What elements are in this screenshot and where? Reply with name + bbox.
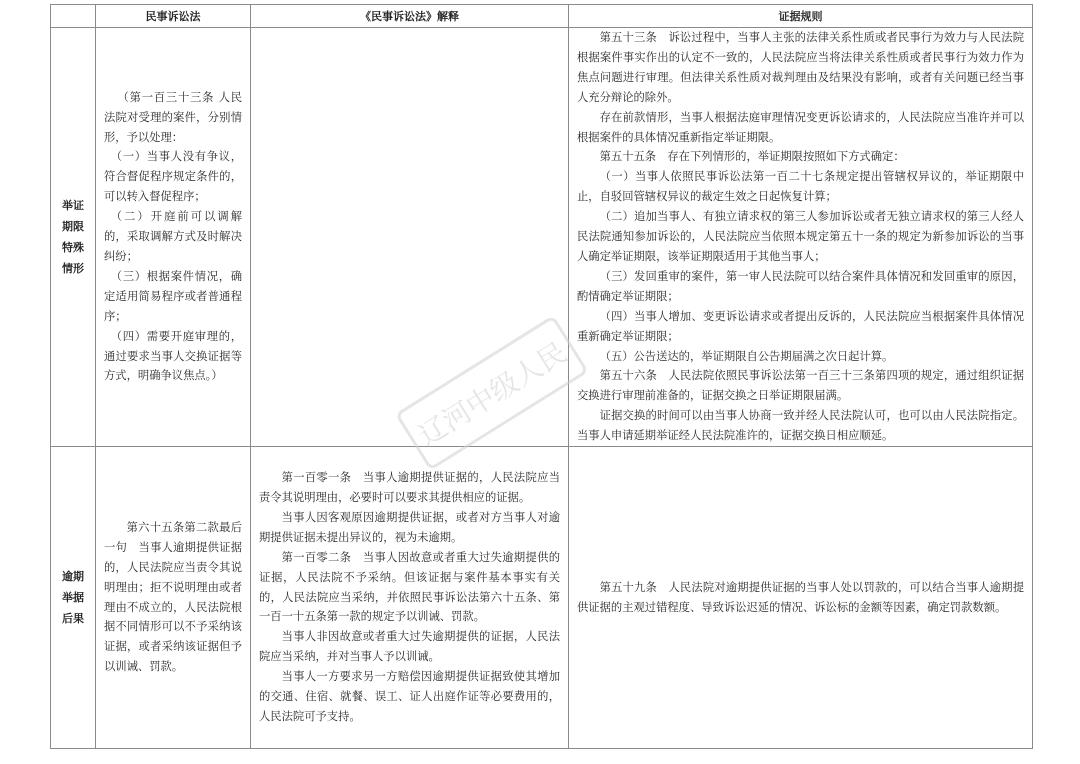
watermark-text: 辽河中级人民 <box>412 335 573 453</box>
header-blank <box>51 5 96 28</box>
row-label-overdue-consequences: 逾期 举据 后果 <box>51 447 96 749</box>
row-label-special-circumstances: 举证 期限 特殊 情形 <box>51 28 96 447</box>
provisions-table <box>50 4 1033 749</box>
rules-cell: 第五十三条 诉讼过程中，当事人主张的法律关系性质或者民事行为效力与人民法院根据案件事实作出的认定不一致的，人民法院应当将法律关系性质或者民事行为效力作为焦点问题进行审理。但法律关系性质对裁判理由及结果没有影响，或者有关问题已经当事人充分辩论的除外。 存在前款情形，当事人根据法庭审理情况变更诉讼请求的，人民法院应当准许并可以根据案件的具体情况重新指定举证期限。 第五十五条 存在下列情形的，举证期限按照如下方式确定： （一）当事人依照民事诉讼法第一百二十七条规定提出管辖权异议的，举证期限中止，自驳回管辖权异议的裁定生效之日起恢复计算； （二）追加当事人、有独立请求权的第三人参加诉讼或者无独立请求权的第三人经人民法院通知参加诉讼的，人民法院应当依照本规定第五十一条的规定为新参加诉讼的当事人确定举证期限，该举证期限适用于其他当事人； （三）发回重审的案件，第一审人民法院可以结合案件具体情况和发回重审的原因，酌情确定举证期限； （四）当事人增加、变更诉讼请求或者提出反诉的，人民法院应当根据案件具体情况重新确定举证期限； （五）公告送达的，举证期限自公告期届满之次日起计算。 第五十六条 人民法院依照民事诉讼法第一百三十三条第四项的规定，通过组织证据交换进行审理前准备的，证据交换之日举证期限届满。 证据交换的时间可以由当事人协商一致并经人民法院认可，也可以由人民法院指定。当事人申请延期举证经人民法院准许的，证据交换日相应顺延。 <box>569 28 1033 447</box>
interpretation-cell-empty <box>251 28 569 447</box>
law-cell: 第六十五条第二款最后一句 当事人逾期提供证据的，人民法院应当责令其说明理由；拒不说明理由或者理由不成立的，人民法院根据不同情形可以不予采纳该证据，或者采纳该证据但予以训诫、罚款。 <box>96 447 251 749</box>
rules-cell: 第五十九条 人民法院对逾期提供证据的当事人处以罚款的，可以结合当事人逾期提供证据的主观过错程度、导致诉讼迟延的情况、诉讼标的金额等因素，确定罚款数额。 <box>569 447 1033 749</box>
law-cell: （第一百三十三条 人民法院对受理的案件，分别情形，予以处理： （一）当事人没有争议，符合督促程序规定条件的，可以转入督促程序； （二）开庭前可以调解的，采取调解方式及时解决纠纷； （三）根据案件情况，确定适用简易程序或者普通程序； （四）需要开庭审理的，通过要求当事人交换证据等方式，明确争议焦点。） <box>96 28 251 447</box>
header-row <box>51 5 1033 28</box>
table-row <box>51 28 1033 447</box>
interpretation-cell: 第一百零一条 当事人逾期提供证据的，人民法院应当责令其说明理由，必要时可以要求其提供相应的证据。 当事人因客观原因逾期提供证据，或者对方当事人对逾期提供证据未提出异议的，视为未逾期。 第一百零二条 当事人因故意或者重大过失逾期提供的证据，人民法院不予采纳。但该证据与案件基本事实有关的，人民法院应当采纳，并依照民事诉讼法第六十五条、第一百一十五条第一款的规定予以训诫、罚款。 当事人非因故意或者重大过失逾期提供的证据，人民法院应当采纳，并对当事人予以训诫。 当事人一方要求另一方赔偿因逾期提供证据致使其增加的交通、住宿、就餐、误工、证人出庭作证等必要费用的，人民法院可予支持。 <box>251 447 569 749</box>
header-law-interpretation: 《民事诉讼法》解释 <box>251 5 569 28</box>
header-civil-procedure-law: 民事诉讼法 <box>96 5 251 28</box>
header-evidence-rules: 证据规则 <box>569 5 1033 28</box>
table-row <box>51 447 1033 749</box>
